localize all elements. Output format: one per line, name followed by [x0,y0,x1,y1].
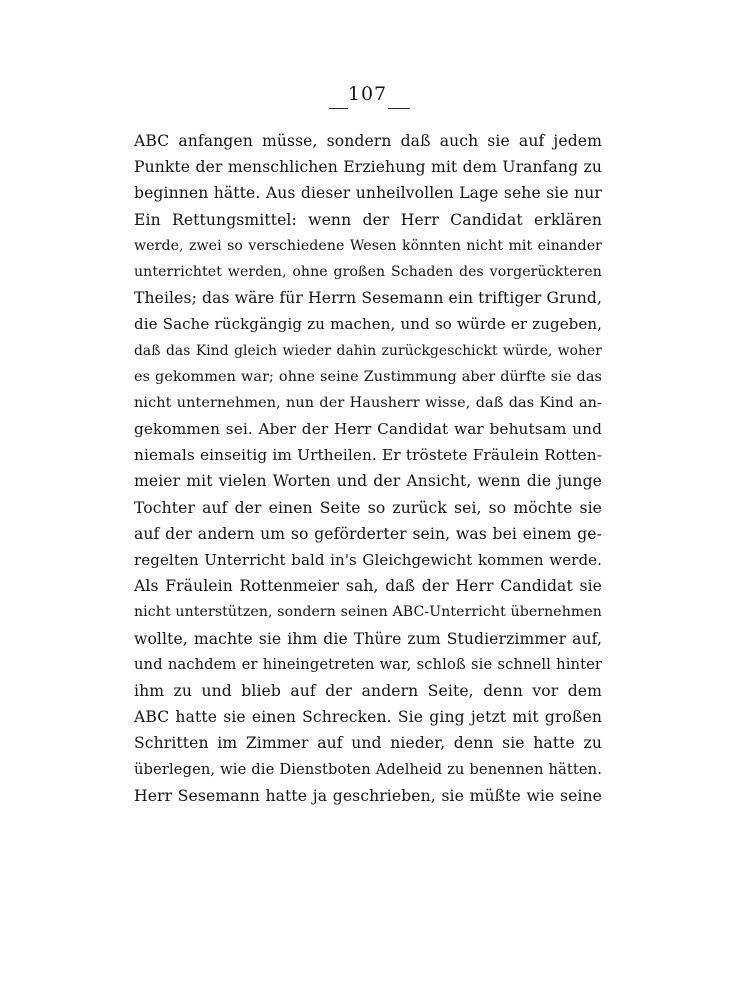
text-line: Theiles; das wäre für Herrn Sesemann ein triftiger Grund, [134,289,603,308]
text-line: ABC hatte sie einen Schrecken. Sie ging jetzt mit großen [134,708,602,727]
text-line: werde, zwei so verschiedene Wesen könnten nicht mit einander [134,237,602,254]
text-line: beginnen hätte. Aus dieser unheilvollen Lage sehe sie nur [134,184,602,203]
header-rule-right [388,108,410,109]
text-line: niemals einseitig im Urtheilen. Er tröstete Fräulein Rotten- [134,446,602,465]
text-line: gekommen sei. Aber der Herr Candidat war behutsam und [134,420,602,439]
text-line: Als Fräulein Rottenmeier sah, daß der Herr Candidat sie [134,577,602,596]
text-line: Tochter auf der einen Seite so zurück sei, so möchte sie [134,498,602,517]
text-line: und nachdem er hineingetreten war, schloß sie schnell hinter [134,655,602,673]
page-number: 107 [347,83,388,105]
body-text [134,128,602,809]
text-line: unterrichtet werden, ohne großen Schaden des vorgerückteren [134,263,602,280]
text-line: ABC anfangen müsse, sondern daß auch sie auf jedem [134,132,602,150]
header-rule-left [329,108,348,109]
text-line: daß das Kind gleich wieder dahin zurückgeschickt würde, woher [134,342,602,359]
text-line: meier mit vielen Worten und der Ansicht, wenn die junge [134,472,602,491]
text-line: wollte, machte sie ihm die Thüre zum Studierzimmer auf, [134,629,602,648]
text-line: Punkte der menschlichen Erziehung mit dem Uranfang zu [134,158,602,177]
text-line: Herr Sesemann hatte ja geschrieben, sie müßte wie seine [134,786,602,805]
text-line: nicht unterstützen, sondern seinen ABC-Unterricht übernehmen [134,604,602,621]
text-line: nicht unternehmen, nun der Hausherr wisse, daß das Kind an- [134,394,602,411]
text-line: ihm zu und blieb auf der andern Seite, denn vor dem [134,681,602,700]
text-line: regelten Unterricht bald in's Gleichgewicht kommen werde. [134,551,602,569]
text-line: überlegen, wie die Dienstboten Adelheid zu benennen hätten. [134,760,602,778]
text-line: Ein Rettungsmittel: wenn der Herr Candidat erklären [134,210,602,229]
text-line: Schritten im Zimmer auf und nieder, denn sie hatte zu [134,734,602,753]
text-line: auf der andern um so geförderter sein, was bei einem ge- [134,524,602,543]
text-line: die Sache rückgängig zu machen, und so würde er zugeben, [134,315,602,334]
text-line: es gekommen war; ohne seine Zustimmung aber dürfte sie das [134,368,602,385]
